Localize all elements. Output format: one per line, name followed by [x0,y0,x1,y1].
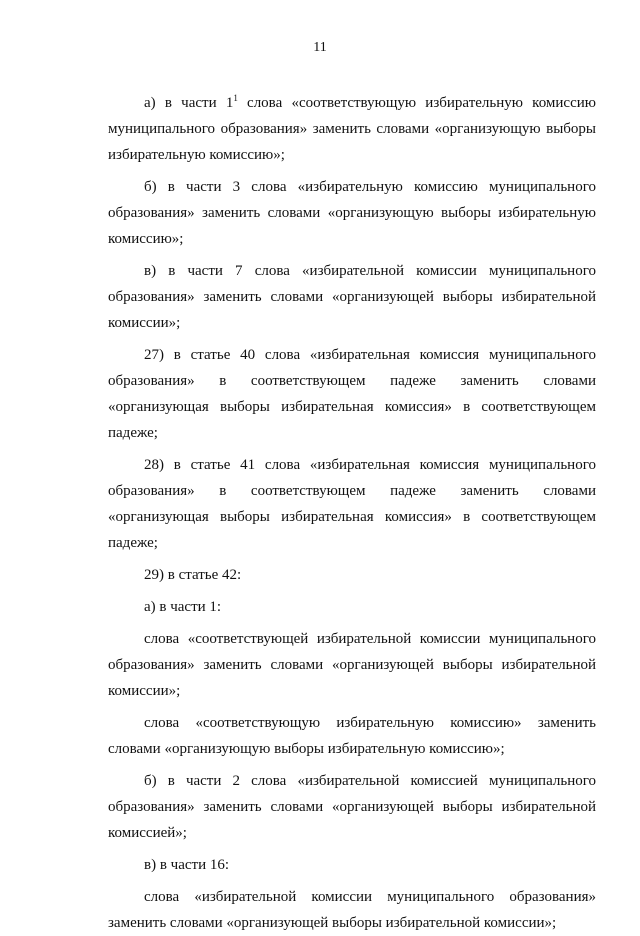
paragraph-text: а) в части 1 [144,95,234,111]
paragraph: слова «соответствующей избирательной комиссии муниципального образования» заменить словами «организующей выборы избирательной комиссии»; [108,631,596,699]
page-number: 11 [313,40,327,55]
paragraph [108,90,596,168]
paragraph: б) в части 3 слова «избирательную комиссию муниципального образования» заменить словами «организующую выборы избирательную комиссию»; [108,179,596,247]
paragraph: 27) в статье 40 слова «избирательная комиссия муниципального образования» в соответствующем падеже заменить словами «организующая выборы избирательная комиссия» в соответствующем падеже; [108,347,596,441]
document-body [108,90,596,936]
paragraph: б) в части 2 слова «избирательной комиссией муниципального образования» заменить словами «организующей выборы избирательной комиссией»; [108,773,596,841]
paragraph: в) в части 7 слова «избирательной комиссии муниципального образования» заменить словами «организующей выборы избирательной комиссии»; [108,263,596,331]
paragraph: слова «избирательной комиссии муниципального образования» заменить словами «организующей выборы избирательной комиссии»; [108,889,596,931]
superscript: 1 [233,93,238,103]
paragraph: слова «соответствующую избирательную комиссию» заменить словами «организующую выборы избирательную комиссию»; [108,715,596,757]
paragraph: а) в части 1: [144,599,222,615]
paragraph: 29) в статье 42: [144,567,242,583]
paragraph-text: слова «соответствующую избирательную комиссию муниципального образования» заменить словами «организующую выборы избирательную комиссию»; [108,95,596,163]
paragraph: 28) в статье 41 слова «избирательная комиссия муниципального образования» в соответствующем падеже заменить словами «организующая выборы избирательная комиссия» в соответствующем падеже; [108,457,596,551]
paragraph: в) в части 16: [144,857,230,873]
